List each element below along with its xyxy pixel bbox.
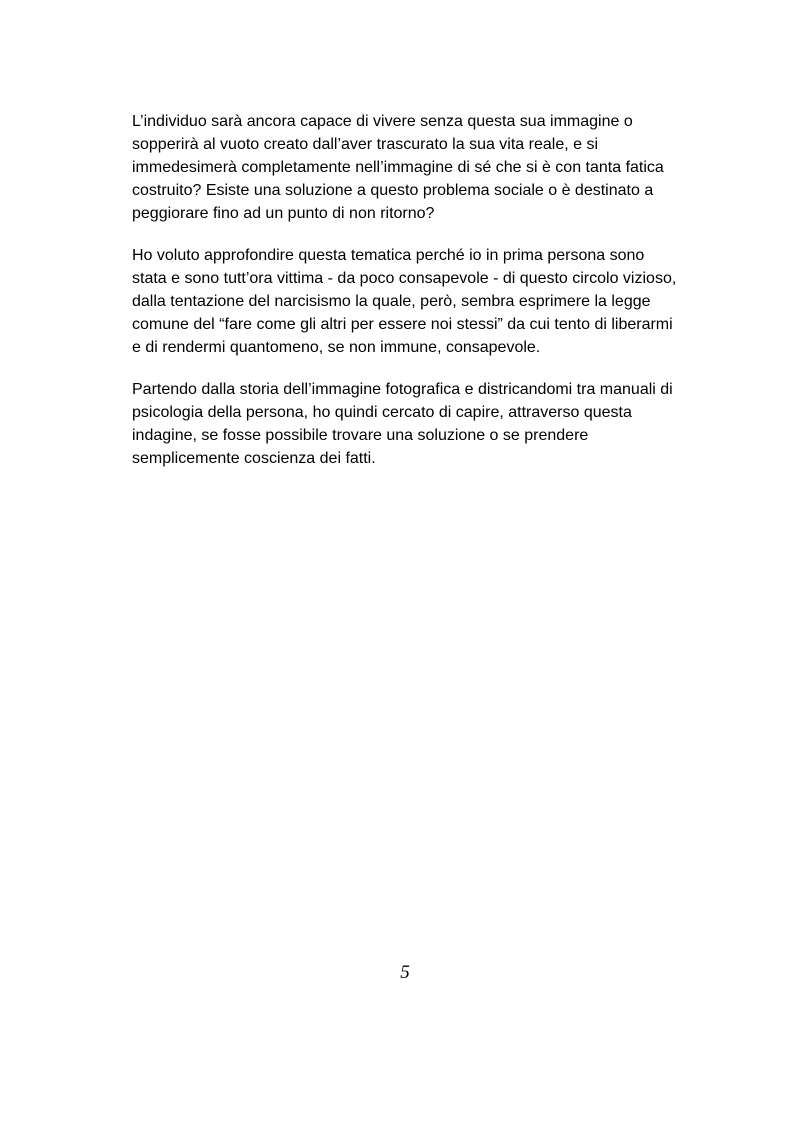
paragraph-1 <box>132 110 692 225</box>
paragraph-line: psicologia della persona, ho quindi cercato di capire, attraverso questa <box>132 404 632 421</box>
page-number: 5 <box>400 962 410 983</box>
paragraph-line: peggiorare fino ad un punto di non ritorno? <box>132 205 435 222</box>
paragraph-line: dalla tentazione del narcisismo la quale, però, sembra esprimere la legge <box>132 293 651 310</box>
paragraph-line: costruito? Esiste una soluzione a questo problema sociale o è destinato a <box>132 182 654 199</box>
paragraph-line: stata e sono tutt’ora vittima - da poco consapevole - di questo circolo vizioso, <box>132 270 677 287</box>
paragraph-3 <box>132 378 692 470</box>
paragraph-line: L’individuo sarà ancora capace di vivere senza questa sua immagine o <box>132 113 633 130</box>
paragraph-line: Ho voluto approfondire questa tematica perché io in prima persona sono <box>132 247 645 264</box>
paragraph-line: e di rendermi quantomeno, se non immune, consapevole. <box>132 339 541 356</box>
paragraph-line: immedesimerà completamente nell’immagine di sé che si è con tanta fatica <box>132 159 664 176</box>
paragraph-line: sopperirà al vuoto creato dall’aver trascurato la sua vita reale, e si <box>132 136 599 153</box>
paragraph-line: indagine, se fosse possibile trovare una soluzione o se prendere <box>132 427 589 444</box>
paragraph-line: comune del “fare come gli altri per essere noi stessi” da cui tento di liberarmi <box>132 316 673 333</box>
paragraph-line: Partendo dalla storia dell’immagine fotografica e districandomi tra manuali di <box>132 381 673 398</box>
paragraph-2 <box>132 244 692 359</box>
paragraph-line: semplicemente coscienza dei fatti. <box>132 450 376 467</box>
